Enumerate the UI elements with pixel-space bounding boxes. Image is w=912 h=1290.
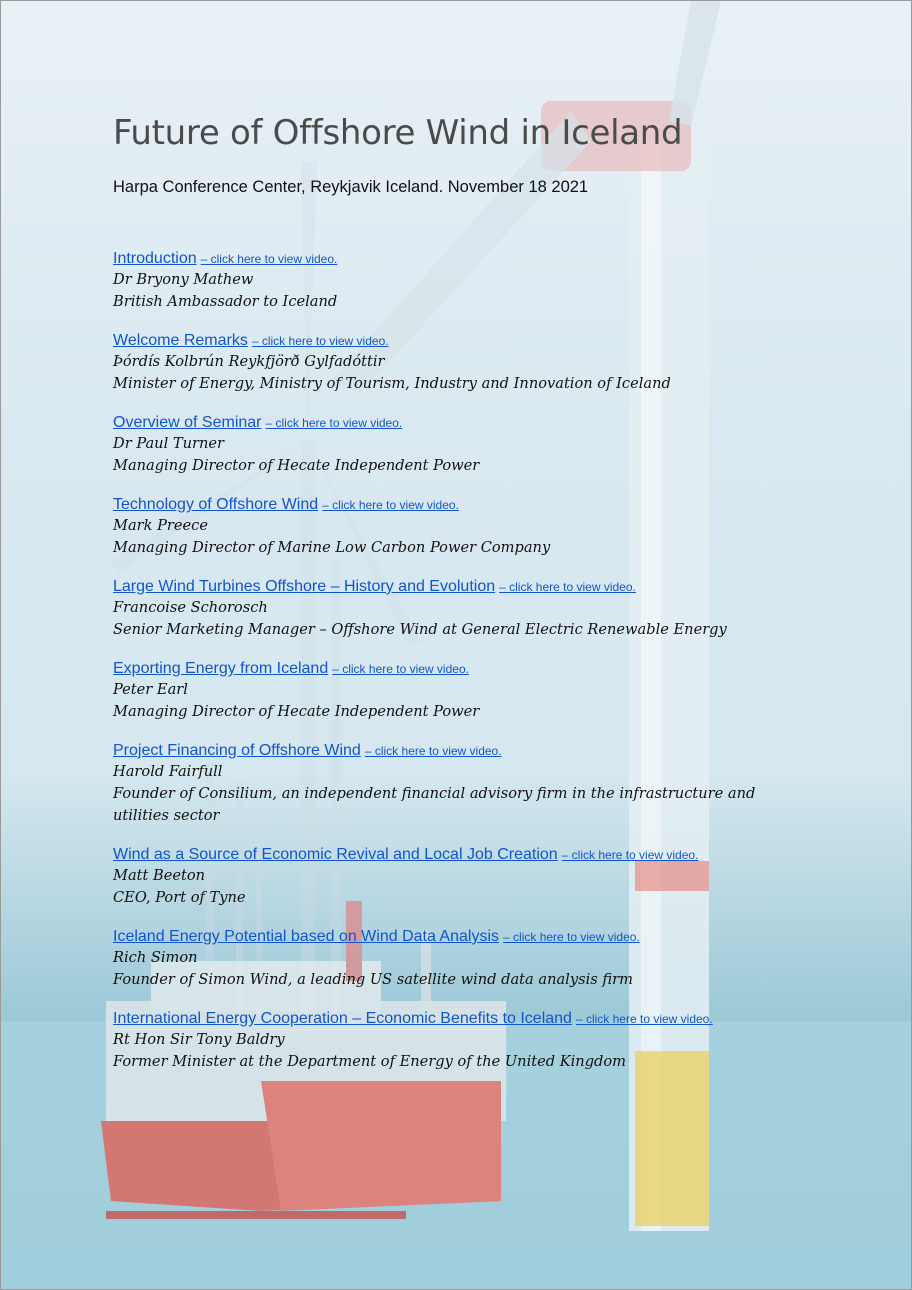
talk-link-line bbox=[113, 331, 803, 351]
talk-title-link[interactable]: Technology of Offshore Wind bbox=[113, 496, 319, 513]
view-video-link[interactable]: – click here to view video. bbox=[364, 744, 502, 758]
speaker-name: Francoise Schorosch bbox=[113, 599, 268, 616]
talk-item bbox=[113, 845, 803, 909]
talk-link-line bbox=[113, 845, 803, 865]
event-location-date: Harpa Conference Center, Reykjavik Iceland. November 18 2021 bbox=[113, 178, 589, 196]
talk-title-link[interactable]: Introduction bbox=[113, 250, 197, 267]
talk-item bbox=[113, 659, 803, 723]
speaker-name: Dr Paul Turner bbox=[113, 435, 225, 452]
speaker-role: Senior Marketing Manager – Offshore Wind at General Electric Renewable Energy bbox=[113, 621, 727, 638]
talk-title-link[interactable]: International Energy Cooperation – Economic Benefits to Iceland bbox=[113, 1010, 572, 1027]
talk-link-line bbox=[113, 741, 803, 761]
talk-item bbox=[113, 577, 803, 641]
speaker-name: Rt Hon Sir Tony Baldry bbox=[113, 1031, 285, 1048]
view-video-link[interactable]: – click here to view video. bbox=[503, 930, 640, 944]
talk-title-link[interactable]: Overview of Seminar bbox=[113, 414, 262, 431]
speaker-name: Dr Bryony Mathew bbox=[113, 271, 254, 288]
speaker-role: Former Minister at the Department of Energy of the United Kingdom bbox=[113, 1053, 627, 1070]
talk-link-line bbox=[113, 413, 803, 433]
page-title: Future of Offshore Wind in Iceland bbox=[113, 113, 683, 153]
speaker-role: Founder of Consilium, an independent financial advisory firm in the infrastructure and utilities sector bbox=[113, 785, 756, 824]
talk-title-link[interactable]: Iceland Energy Potential based on Wind Data Analysis bbox=[113, 928, 500, 945]
talk-list bbox=[113, 249, 803, 1091]
speaker-name: Peter Earl bbox=[113, 681, 188, 698]
talk-link-line bbox=[113, 577, 803, 597]
talk-link-line bbox=[113, 659, 803, 679]
speaker-role: Managing Director of Marine Low Carbon Power Company bbox=[113, 539, 551, 556]
view-video-link[interactable]: – click here to view video. bbox=[332, 662, 469, 676]
talk-item bbox=[113, 495, 803, 559]
talk-link-line bbox=[113, 495, 803, 515]
view-video-link[interactable]: – click here to view video. bbox=[322, 498, 459, 512]
view-video-link[interactable]: – click here to view video. bbox=[200, 252, 338, 266]
talk-item bbox=[113, 1009, 803, 1073]
talk-title-link[interactable]: Exporting Energy from Iceland bbox=[113, 660, 329, 677]
speaker-role: CEO, Port of Tyne bbox=[113, 889, 246, 906]
talk-item bbox=[113, 927, 803, 991]
talk-link-line bbox=[113, 1009, 803, 1029]
speaker-role: British Ambassador to Iceland bbox=[113, 293, 338, 310]
talk-item bbox=[113, 249, 803, 313]
speaker-name: Mark Preece bbox=[113, 517, 208, 534]
talk-title-link[interactable]: Project Financing of Offshore Wind bbox=[113, 742, 361, 759]
talk-link-line bbox=[113, 249, 803, 269]
speaker-role: Managing Director of Hecate Independent Power bbox=[113, 457, 480, 474]
talk-item bbox=[113, 331, 803, 395]
speaker-role: Founder of Simon Wind, a leading US satellite wind data analysis firm bbox=[113, 971, 633, 988]
speaker-role: Managing Director of Hecate Independent Power bbox=[113, 703, 480, 720]
view-video-link[interactable]: – click here to view video. bbox=[499, 580, 636, 594]
talk-title-link[interactable]: Welcome Remarks bbox=[113, 332, 248, 349]
view-video-link[interactable]: – click here to view video. bbox=[265, 416, 403, 430]
talk-title-link[interactable]: Large Wind Turbines Offshore – History and Evolution bbox=[113, 578, 496, 595]
view-video-link[interactable]: – click here to view video. bbox=[561, 848, 699, 862]
speaker-name: Harold Fairfull bbox=[113, 763, 223, 780]
speaker-name: Matt Beeton bbox=[113, 867, 206, 884]
view-video-link[interactable]: – click here to view video. bbox=[251, 334, 389, 348]
speaker-name: Þórdís Kolbrún Reykfjörð Gylfadóttir bbox=[113, 353, 385, 370]
speaker-name: Rich Simon bbox=[113, 949, 198, 966]
talk-item bbox=[113, 741, 803, 827]
talk-title-link[interactable]: Wind as a Source of Economic Revival and Local Job Creation bbox=[113, 846, 558, 863]
talk-item bbox=[113, 413, 803, 477]
speaker-role: Minister of Energy, Ministry of Tourism, Industry and Innovation of Iceland bbox=[113, 375, 671, 392]
view-video-link[interactable]: – click here to view video. bbox=[575, 1012, 713, 1026]
talk-link-line bbox=[113, 927, 803, 947]
